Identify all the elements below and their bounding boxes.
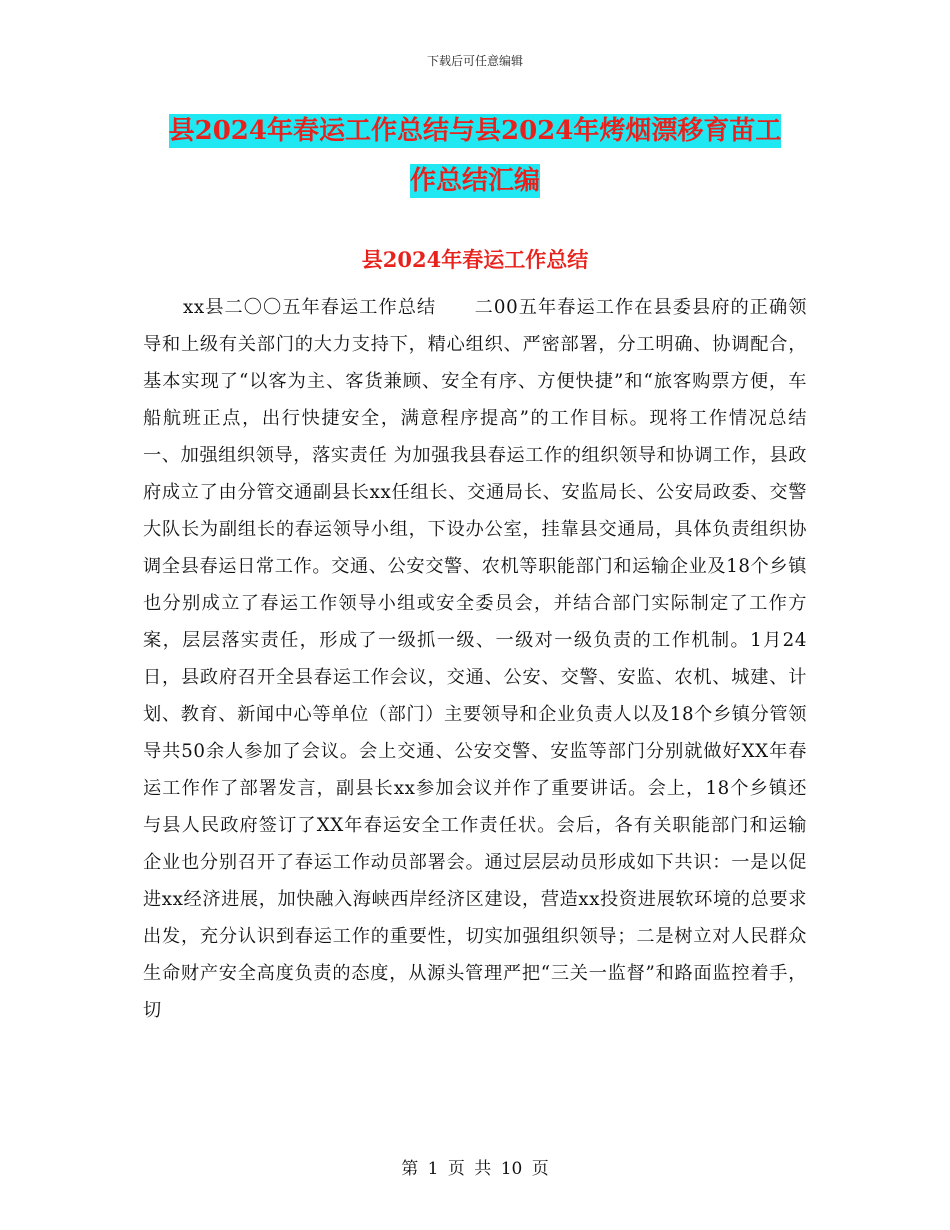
document-title-line-1: 县2024年春运工作总结与县2024年烤烟漂移育苗工: [168, 116, 782, 146]
body-paragraph: xx县二〇〇五年春运工作总结 二00五年春运工作在县委县府的正确领导和上级有关部门的大力支持下，精心组织、严密部署，分工明确、协调配合，基本实现了“以客为主、客货兼顾、安全有序、方便快捷”和“旅客购票方便，车船航班正点，出行快捷安全，满意程序提高”的工作目标。现将工作情况总结 一、加强组织领导，落实责任 为加强我县春运工作的组织领导和协调工作，县政府成立了由分管交通副县长xx任组长、交通局长、安监局长、公安局政委、交警大队长为副组长的春运领导小组，下设办公室，挂靠县交通局，具体负责组织协调全县春运日常工作。交通、公安交警、农机等职能部门和运输企业及18个乡镇也分别成立了春运工作领导小组或安全委员会，并结合部门实际制定了工作方案，层层落实责任，形成了一级抓一级、一级对一级负责的工作机制。1月24日，县政府召开全县春运工作会议，交通、公安、交警、安监、农机、城建、计划、教育、新闻中心等单位（部门）主要领导和企业负责人以及18个乡镇分管领导共50余人参加了会议。会上交通、公安交警、安监等部门分别就做好XX年春运工作作了部署发言，副县长xx参加会议并作了重要讲话。会上，18个乡镇还与县人民政府签订了XX年春运安全工作责任状。会后，各有关职能部门和运输企业也分别召开了春运工作动员部署会。通过层层动员形成如下共识：一是以促进xx经济进展，加快融入海峡西岸经济区建设，营造xx投资进展软环境的总要求出发，充分认识到春运工作的重要性，切实加强组织领导；二是树立对人民群众生命财产安全高度负责的态度，从源头管理严把“三关一监督”和路面监控着手，切: [143, 297, 807, 1021]
section-title: 县2024年春运工作总结: [361, 247, 589, 272]
document-title: [150, 106, 800, 206]
body-text: [143, 289, 807, 1029]
header-note: 下载后可任意编辑: [426, 54, 523, 68]
document-title-line-2: 作总结汇编: [409, 166, 540, 196]
page-footer: 第 1 页 共 10 页: [401, 1159, 549, 1179]
